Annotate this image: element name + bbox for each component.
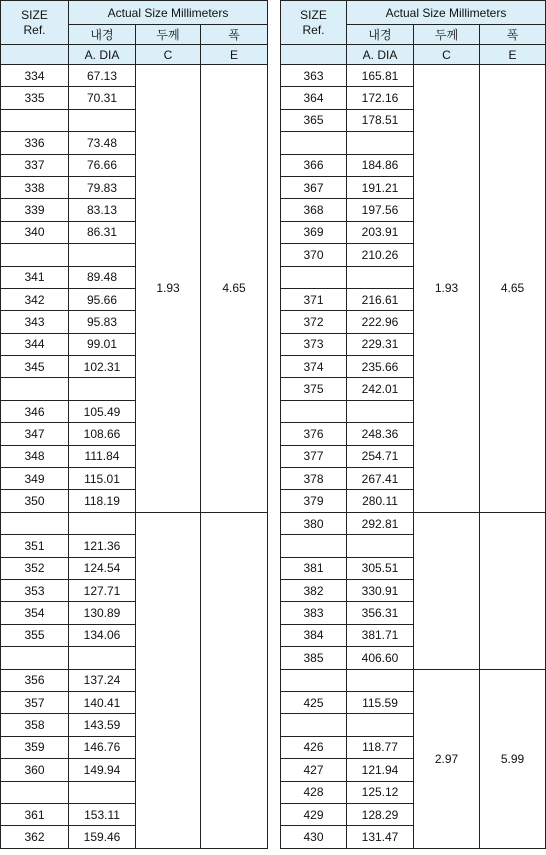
size-ref-cell: 351 — [1, 535, 69, 557]
thickness-c-cell — [136, 512, 201, 848]
a-dia-cell: 130.89 — [69, 602, 136, 624]
size-ref-cell: 379 — [281, 490, 347, 512]
size-ref-cell: 360 — [1, 759, 69, 781]
size-ref-cell — [1, 512, 69, 534]
a-dia-cell: 406.60 — [347, 647, 414, 669]
a-dia-cell: 143.59 — [69, 714, 136, 736]
size-ref-cell — [281, 132, 347, 154]
size-ref-cell: 338 — [1, 176, 69, 198]
a-dia-cell: 124.54 — [69, 557, 136, 579]
a-dia-cell: 115.59 — [347, 691, 414, 713]
a-dia-cell: 111.84 — [69, 445, 136, 467]
a-dia-cell: 121.36 — [69, 535, 136, 557]
a-dia-cell: 140.41 — [69, 691, 136, 713]
a-dia-cell: 115.01 — [69, 468, 136, 490]
table-row — [281, 669, 546, 691]
size-ref-cell — [1, 109, 69, 131]
a-dia-cell — [69, 109, 136, 131]
a-dia-cell: 76.66 — [69, 154, 136, 176]
a-dia-cell: 229.31 — [347, 333, 414, 355]
size-ref-cell: 363 — [281, 65, 347, 87]
a-dia-cell: 248.36 — [347, 423, 414, 445]
size-ref-cell: 361 — [1, 803, 69, 825]
a-dia-cell: 95.83 — [69, 311, 136, 333]
size-ref-cell: 370 — [281, 244, 347, 266]
size-ref-line2: Ref. — [23, 22, 46, 37]
width-e-cell: 4.65 — [201, 65, 268, 513]
size-ref-line1: SIZE — [300, 7, 327, 22]
c-header: C — [414, 45, 480, 65]
thickness-c-cell — [414, 512, 480, 669]
a-dia-cell: 121.94 — [347, 759, 414, 781]
size-ref-cell: 430 — [281, 826, 347, 848]
a-dia-header: A. DIA — [69, 45, 136, 65]
size-ref-cell: 343 — [1, 311, 69, 333]
size-ref-header — [1, 1, 69, 45]
actual-size-header: Actual Size Millimeters — [69, 1, 268, 25]
e-header: E — [480, 45, 546, 65]
size-ref-cell: 427 — [281, 759, 347, 781]
a-dia-header: A. DIA — [347, 45, 414, 65]
size-ref-cell: 383 — [281, 602, 347, 624]
thickness-kr-header: 두께 — [414, 25, 480, 45]
thickness-c-cell: 1.93 — [414, 65, 480, 513]
size-ref-cell: 352 — [1, 557, 69, 579]
size-ref-cell: 376 — [281, 423, 347, 445]
a-dia-cell — [347, 400, 414, 422]
size-ref-cell: 341 — [1, 266, 69, 288]
a-dia-cell: 67.13 — [69, 65, 136, 87]
a-dia-cell: 159.46 — [69, 826, 136, 848]
inner-dia-kr-header: 내경 — [69, 25, 136, 45]
width-e-cell — [480, 512, 546, 669]
a-dia-cell: 102.31 — [69, 356, 136, 378]
a-dia-cell: 118.19 — [69, 490, 136, 512]
width-e-cell — [201, 512, 268, 848]
table-row — [1, 512, 268, 534]
size-ref-cell — [281, 714, 347, 736]
size-ref-cell: 356 — [1, 669, 69, 691]
table-row — [281, 512, 546, 534]
size-ref-line2: Ref. — [302, 22, 325, 37]
a-dia-cell: 210.26 — [347, 244, 414, 266]
size-ref-cell — [1, 647, 69, 669]
size-ref-cell: 357 — [1, 691, 69, 713]
a-dia-cell: 203.91 — [347, 221, 414, 243]
size-ref-cell: 378 — [281, 468, 347, 490]
a-dia-cell: 292.81 — [347, 512, 414, 534]
size-ref-cell: 350 — [1, 490, 69, 512]
a-dia-cell: 89.48 — [69, 266, 136, 288]
size-ref-cell: 353 — [1, 579, 69, 601]
size-ref-cell: 344 — [1, 333, 69, 355]
a-dia-cell: 280.11 — [347, 490, 414, 512]
a-dia-cell: 242.01 — [347, 378, 414, 400]
size-ref-cell: 366 — [281, 154, 347, 176]
size-ref-cell: 374 — [281, 356, 347, 378]
a-dia-cell: 254.71 — [347, 445, 414, 467]
size-ref-cell: 355 — [1, 624, 69, 646]
size-ref-cell: 340 — [1, 221, 69, 243]
size-ref-cell: 359 — [1, 736, 69, 758]
a-dia-cell: 305.51 — [347, 557, 414, 579]
size-ref-cell: 347 — [1, 423, 69, 445]
a-dia-cell: 118.77 — [347, 736, 414, 758]
width-e-cell: 4.65 — [480, 65, 546, 513]
size-ref-line1: SIZE — [21, 7, 48, 22]
a-dia-cell: 149.94 — [69, 759, 136, 781]
a-dia-cell: 70.31 — [69, 87, 136, 109]
a-dia-cell: 146.76 — [69, 736, 136, 758]
a-dia-cell: 99.01 — [69, 333, 136, 355]
a-dia-cell: 73.48 — [69, 132, 136, 154]
size-ref-cell: 384 — [281, 624, 347, 646]
size-ref-cell: 335 — [1, 87, 69, 109]
a-dia-cell: 86.31 — [69, 221, 136, 243]
thickness-c-cell: 2.97 — [414, 669, 480, 848]
size-ref-cell: 362 — [1, 826, 69, 848]
size-ref-cell: 336 — [1, 132, 69, 154]
size-ref-cell: 367 — [281, 176, 347, 198]
size-ref-cell: 342 — [1, 288, 69, 310]
a-dia-cell — [69, 512, 136, 534]
size-ref-blank-header — [281, 45, 347, 65]
size-ref-cell: 337 — [1, 154, 69, 176]
inner-dia-kr-header: 내경 — [347, 25, 414, 45]
e-header: E — [201, 45, 268, 65]
size-ref-cell — [281, 535, 347, 557]
size-ref-cell: 371 — [281, 288, 347, 310]
size-ref-cell: 368 — [281, 199, 347, 221]
a-dia-cell — [69, 647, 136, 669]
a-dia-cell: 108.66 — [69, 423, 136, 445]
a-dia-cell — [347, 132, 414, 154]
size-ref-cell: 373 — [281, 333, 347, 355]
a-dia-cell: 137.24 — [69, 669, 136, 691]
size-ref-cell — [281, 400, 347, 422]
a-dia-cell: 105.49 — [69, 400, 136, 422]
a-dia-cell: 191.21 — [347, 176, 414, 198]
a-dia-cell: 222.96 — [347, 311, 414, 333]
thickness-c-cell: 1.93 — [136, 65, 201, 513]
actual-size-header: Actual Size Millimeters — [347, 1, 546, 25]
size-ref-cell: 380 — [281, 512, 347, 534]
size-ref-cell: 345 — [1, 356, 69, 378]
width-kr-header: 폭 — [480, 25, 546, 45]
table-row — [281, 65, 546, 87]
size-ref-cell: 426 — [281, 736, 347, 758]
a-dia-cell: 216.61 — [347, 288, 414, 310]
size-ref-cell: 334 — [1, 65, 69, 87]
left-table-body — [1, 1, 268, 849]
a-dia-cell: 356.31 — [347, 602, 414, 624]
a-dia-cell — [347, 714, 414, 736]
right-table-body — [281, 1, 546, 849]
a-dia-cell: 172.16 — [347, 87, 414, 109]
a-dia-cell: 165.81 — [347, 65, 414, 87]
a-dia-cell: 128.29 — [347, 803, 414, 825]
size-ref-cell: 358 — [1, 714, 69, 736]
size-ref-cell: 372 — [281, 311, 347, 333]
a-dia-cell: 79.83 — [69, 176, 136, 198]
size-ref-cell — [1, 244, 69, 266]
size-ref-cell: 354 — [1, 602, 69, 624]
a-dia-cell: 184.86 — [347, 154, 414, 176]
a-dia-cell: 330.91 — [347, 579, 414, 601]
size-ref-cell — [281, 266, 347, 288]
a-dia-cell — [347, 669, 414, 691]
width-e-cell: 5.99 — [480, 669, 546, 848]
size-ref-header — [281, 1, 347, 45]
table-row — [1, 65, 268, 87]
size-ref-cell: 348 — [1, 445, 69, 467]
size-ref-cell: 385 — [281, 647, 347, 669]
a-dia-cell: 381.71 — [347, 624, 414, 646]
a-dia-cell: 95.66 — [69, 288, 136, 310]
size-ref-cell: 364 — [281, 87, 347, 109]
right-size-table — [280, 0, 546, 849]
c-header: C — [136, 45, 201, 65]
a-dia-cell: 153.11 — [69, 803, 136, 825]
size-ref-cell: 429 — [281, 803, 347, 825]
thickness-kr-header: 두께 — [136, 25, 201, 45]
a-dia-cell: 197.56 — [347, 199, 414, 221]
size-ref-blank-header — [1, 45, 69, 65]
a-dia-cell: 267.41 — [347, 468, 414, 490]
size-ref-cell: 365 — [281, 109, 347, 131]
a-dia-cell — [347, 535, 414, 557]
size-ref-cell — [1, 781, 69, 803]
size-ref-cell: 346 — [1, 400, 69, 422]
size-ref-cell: 375 — [281, 378, 347, 400]
size-ref-cell — [1, 378, 69, 400]
size-ref-cell: 339 — [1, 199, 69, 221]
a-dia-cell: 125.12 — [347, 781, 414, 803]
left-size-table — [0, 0, 268, 849]
a-dia-cell — [69, 781, 136, 803]
size-ref-cell: 369 — [281, 221, 347, 243]
size-ref-cell — [281, 669, 347, 691]
a-dia-cell — [347, 266, 414, 288]
a-dia-cell: 134.06 — [69, 624, 136, 646]
size-ref-cell: 382 — [281, 579, 347, 601]
a-dia-cell — [69, 378, 136, 400]
a-dia-cell: 127.71 — [69, 579, 136, 601]
size-ref-cell: 425 — [281, 691, 347, 713]
a-dia-cell: 235.66 — [347, 356, 414, 378]
size-ref-cell: 428 — [281, 781, 347, 803]
a-dia-cell: 83.13 — [69, 199, 136, 221]
a-dia-cell — [69, 244, 136, 266]
size-ref-cell: 377 — [281, 445, 347, 467]
size-ref-cell: 349 — [1, 468, 69, 490]
size-ref-cell: 381 — [281, 557, 347, 579]
width-kr-header: 폭 — [201, 25, 268, 45]
a-dia-cell: 178.51 — [347, 109, 414, 131]
a-dia-cell: 131.47 — [347, 826, 414, 848]
